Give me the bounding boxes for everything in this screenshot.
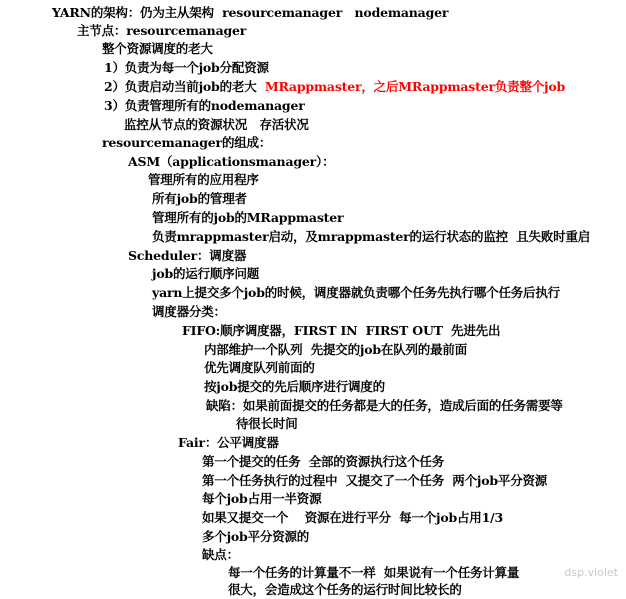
- line-scheduler: Scheduler：调度器: [128, 248, 247, 263]
- line-fair-defect-2: 很大，会造成这个任务的运行时间比较长的: [228, 582, 462, 597]
- line-master-node: 主节点：resourcemanager: [77, 23, 247, 38]
- line-fair-defect-1: 每一个任务的计算量不一样 如果说有一个任务计算量: [228, 565, 520, 580]
- line-fair: Fair：公平调度器: [178, 435, 279, 450]
- line-fair-2: 第一个任务执行的过程中 又提交了一个任务 两个job平分资源: [202, 473, 548, 488]
- line-fair-defect: 缺点：: [202, 547, 239, 562]
- line-fifo-1: 内部维护一个队列 先提交的job在队列的最前面: [204, 342, 468, 357]
- line-duty-3: 3）负责管理所有的nodemanager: [104, 98, 305, 113]
- line-fair-4: 如果又提交一个 资源在进行平分 每一个job占用1/3: [202, 510, 503, 525]
- line-sched-types: 调度器分类：: [152, 304, 226, 319]
- line-asm-2: 所有job的管理者: [152, 191, 247, 206]
- line-duty-1: 1）负责为每一个job分配资源: [104, 60, 269, 75]
- line-monitor: 监控从节点的资源状况 存活状况: [124, 117, 309, 132]
- line-fifo-3: 按job提交的先后顺序进行调度的: [204, 379, 385, 394]
- line-sched-1: job的运行顺序问题: [152, 266, 260, 281]
- line-duty-2-text: 2）负责启动当前job的老大: [104, 79, 265, 94]
- line-fifo-2: 优先调度队列前面的: [204, 360, 315, 375]
- line-fair-5: 多个job平分资源的: [202, 529, 310, 544]
- line-fifo-defect: 缺陷：如果前面提交的任务都是大的任务，造成后面的任务需要等: [206, 398, 563, 413]
- line-asm-1: 管理所有的应用程序: [148, 172, 259, 187]
- line-fair-1: 第一个提交的任务 全部的资源执行这个任务: [202, 454, 445, 469]
- line-asm-4: 负责mrappmaster启动，及mrappmaster的运行状态的监控 且失败时重启: [152, 229, 591, 244]
- line-fifo-defect-cont: 待很长时间: [236, 416, 298, 431]
- line-fifo: FIFO:顺序调度器，FIRST IN FIRST OUT 先进先出: [182, 323, 501, 338]
- line-rm-components: resourcemanager的组成：: [102, 135, 272, 150]
- line-asm: ASM（applicationsmanager）：: [128, 154, 335, 169]
- line-duty-2: [104, 78, 565, 96]
- watermark: dsp.violet: [564, 566, 618, 579]
- line-asm-3: 管理所有的job的MRappmaster: [152, 210, 344, 225]
- line-sched-2: yarn上提交多个job的时候，调度器就负责哪个任务先执行哪个任务后执行: [152, 285, 560, 300]
- line-resource-boss: 整个资源调度的老大: [102, 41, 213, 56]
- line-fair-3: 每个job占用一半资源: [202, 491, 322, 506]
- line-yarn-architecture: YARN的架构：仍为主从架构 resourcemanager nodemanager: [52, 5, 449, 20]
- line-duty-2-highlight: MRappmaster，之后MRappmaster负责整个job: [264, 79, 566, 94]
